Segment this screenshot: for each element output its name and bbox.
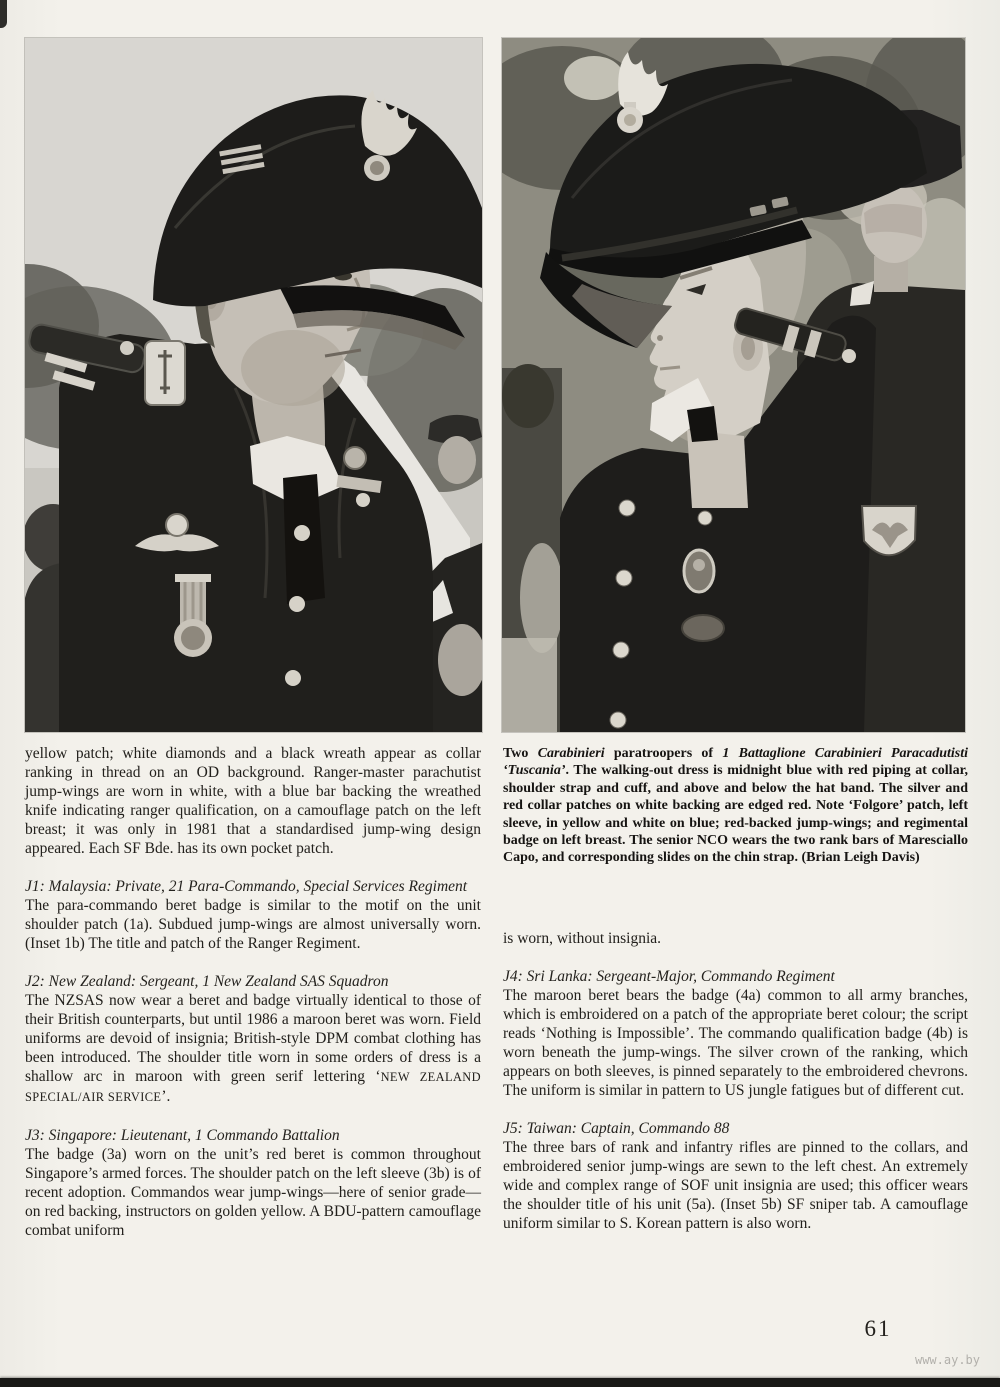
scan-bottom-edge bbox=[0, 1378, 1000, 1387]
left-text-column bbox=[25, 744, 481, 1240]
continuation-paragraph: is worn, without insignia. bbox=[503, 930, 662, 947]
carabinieri-officer-photo-illustration bbox=[25, 38, 482, 732]
section-heading-j5: J5: Taiwan: Captain, Commando 88 bbox=[503, 1120, 730, 1137]
right-photo bbox=[502, 38, 965, 732]
text-segment: paratroopers of bbox=[604, 746, 723, 761]
crowd-background bbox=[502, 364, 564, 732]
section-body-j2 bbox=[25, 991, 481, 1107]
photo-caption bbox=[503, 745, 968, 867]
page-number: 61 bbox=[864, 1316, 892, 1341]
text-segment: . The walking-out dress is midnight blue with red piping at collar, shoulder strap and cuff, and above and below the hat band. The silver and red collar patches on white backing are edged red. Note ‘Folgore’ patch, left sleeve, in yellow and white on blue; red-backed jump-wings; and regimental badge on left breast. The senior NCO wears the two rank bars of Maresciallo Capo, and corresponding slides on the chin strap. (Brian Leigh Davis) bbox=[503, 763, 968, 866]
left-photo bbox=[25, 38, 482, 732]
intro-paragraph: yellow patch; white diamonds and a black wreath appear as collar ranking in thread on an OD background. Ranger-master parachutist jump-wings are worn in white, with a blue bar backing the wreathed knife indicating ranger qualification, on a camouflage patch on the left breast; it was only in 1981 that a standardised jump-wing design appeared. Each SF Bde. has its own pocket patch. bbox=[25, 745, 481, 857]
text-segment: The NZSAS now wear a beret and badge virtually identical to those of their British counterparts, but until 1986 a maroon beret was worn. Field uniforms are devoid of insignia; British-style DPM combat clothing has been introduced. The shoulder title worn in some orders of dress is a shallow arc in maroon with green serif lettering ‘ bbox=[25, 992, 481, 1085]
text-segment: The badge (3a) worn on the unit’s red beret is common throughout Singapore’s armed forces. The shoulder patch on the left sleeve (3b) is of recent adoption. Commandos wear jump-wings—here of senior grade—on red backing, instructors on golden yellow. A BDU-pattern camouflage combat uniform bbox=[25, 1146, 481, 1239]
text-segment: ’. bbox=[161, 1088, 171, 1105]
section-heading-j2: J2: New Zealand: Sergeant, 1 New Zealand SAS Squadron bbox=[25, 973, 389, 990]
section-heading-j3: J3: Singapore: Lieutenant, 1 Commando Battalion bbox=[25, 1127, 340, 1144]
text-segment: The para-commando beret badge is similar to the motif on the unit shoulder patch (1a). Subdued jump-wings are almost universally worn. (Inset 1b) The title and patch of the Ranger Regiment. bbox=[25, 897, 481, 952]
section-body-j1 bbox=[25, 896, 481, 953]
scan-corner-mark bbox=[0, 0, 7, 28]
text-segment: Carabinieri bbox=[537, 746, 605, 761]
text-segment: The maroon beret bears the badge (4a) common to all army branches, which is embroidered on a patch of the appropriate beret colour; the script reads ‘Nothing is Impossible’. The commando qualification badge (4b) is worn beneath the jump-wings. The silver crown of the ranking, which appears on both sleeves, is pinned separately to the embroidered chevrons. The uniform is similar in pattern to US jungle fatigues but of different cut. bbox=[503, 987, 968, 1099]
carabinieri-paratrooper-photo-illustration bbox=[502, 38, 965, 732]
section-body-j5 bbox=[503, 1138, 968, 1233]
section-body-j4 bbox=[503, 986, 968, 1100]
text-segment: 1 Battaglione Carabinieri Paracadutisti ‘Tuscania’ bbox=[503, 746, 968, 779]
text-segment: The three bars of rank and infantry rifles are pinned to the collars, and embroidered senior jump-wings are sewn to the left chest. An extremely wide and complex range of SOF unit insignia are used; this officer wears the shoulder title of his unit (5a). (Inset 5b) SF sniper tab. A camouflage uniform similar to S. Korean pattern is also worn. bbox=[503, 1139, 968, 1232]
section-body-j3 bbox=[25, 1145, 481, 1240]
section-heading-j1: J1: Malaysia: Private, 21 Para-Commando, Special Services Regiment bbox=[25, 878, 468, 895]
right-text-column bbox=[503, 929, 968, 1233]
watermark: www.ay.by bbox=[914, 1353, 980, 1367]
text-segment: NEW ZEALAND SPECIAL/AIR SERVICE bbox=[25, 1070, 482, 1104]
collar-patch bbox=[145, 341, 185, 405]
text-segment: Two bbox=[503, 746, 538, 761]
section-heading-j4: J4: Sri Lanka: Sergeant-Major, Commando Regiment bbox=[503, 968, 835, 985]
folgore-sleeve-patch bbox=[862, 506, 916, 555]
